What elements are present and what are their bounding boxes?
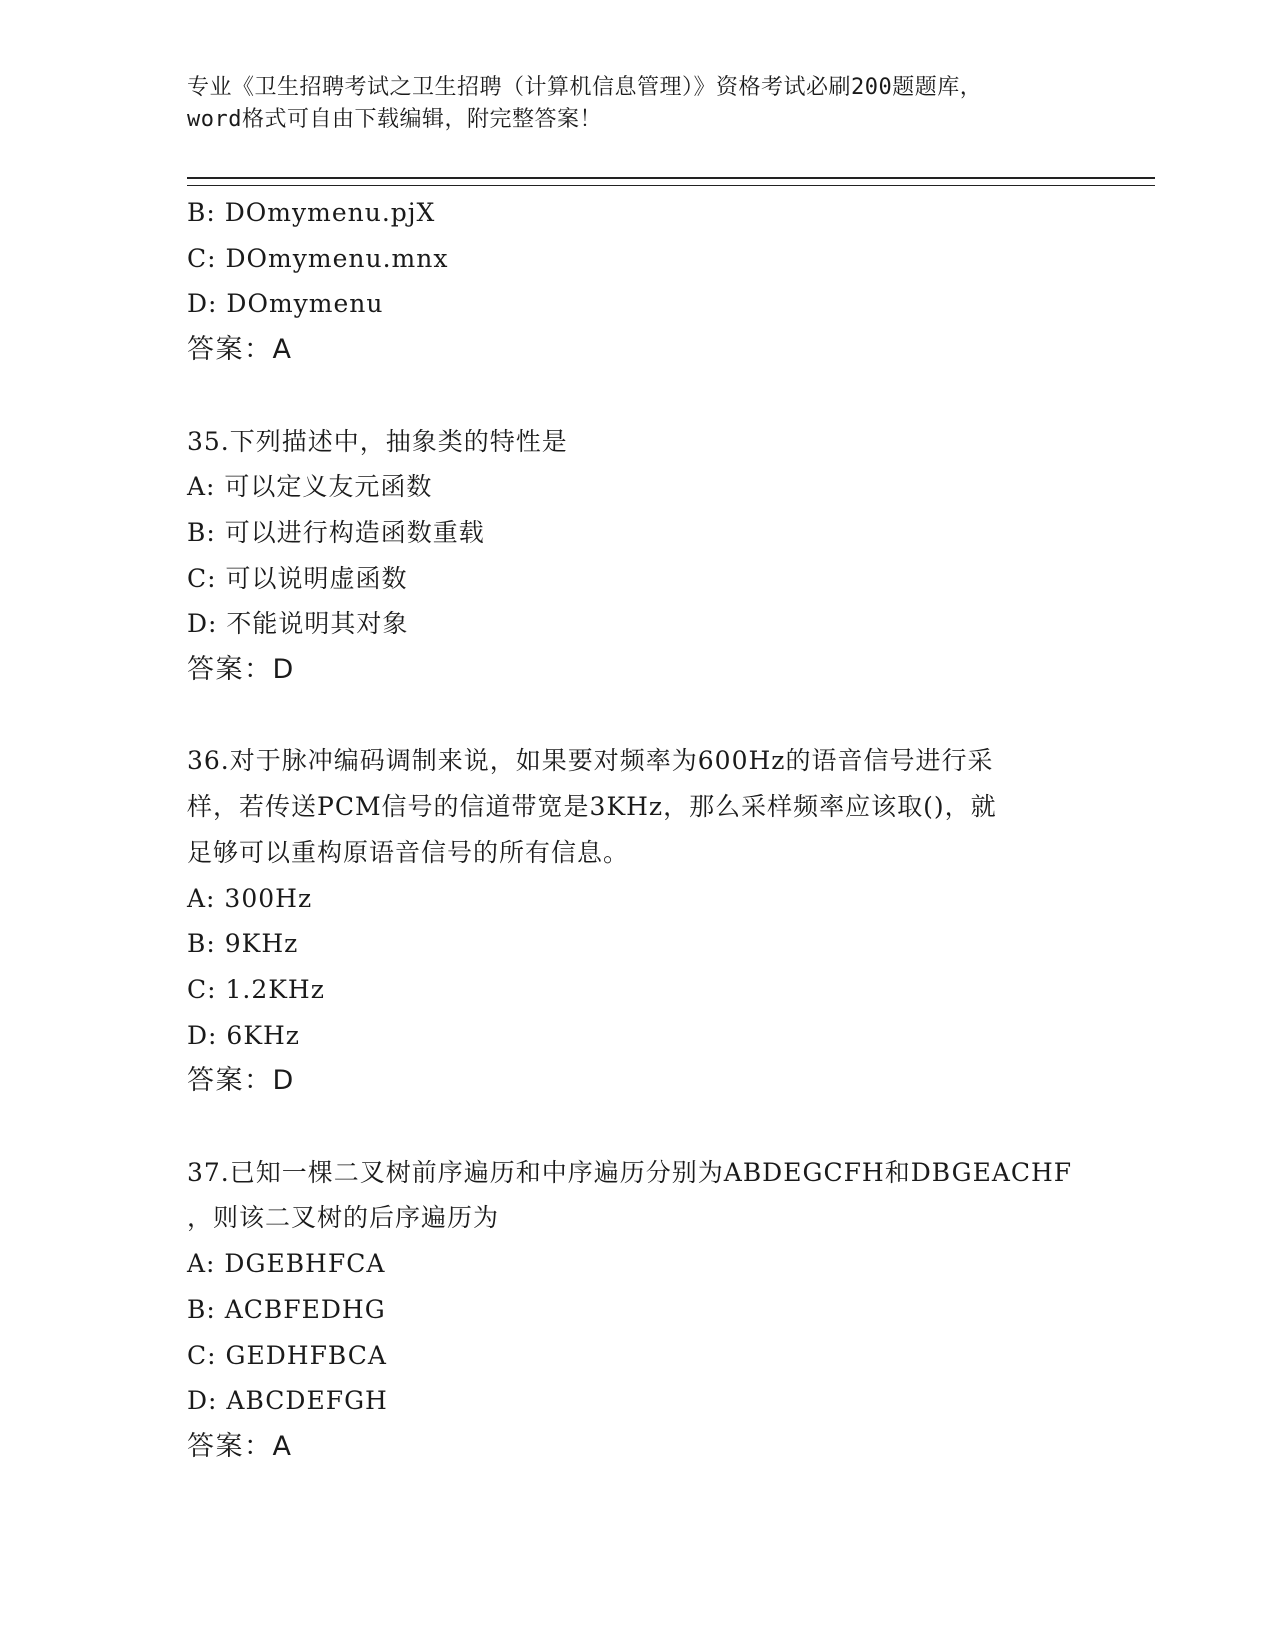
option-d: D: 6KHz bbox=[187, 1020, 300, 1050]
question-stem: 35.下列描述中，抽象类的特性是 bbox=[187, 426, 568, 456]
question-37 bbox=[187, 1150, 1087, 1470]
option-c: C: 可以说明虚函数 bbox=[187, 563, 408, 593]
question-fragment bbox=[187, 190, 1087, 373]
question-stem-line-2: ，则该二叉树的后序遍历为 bbox=[187, 1203, 500, 1233]
option-d: D: ABCDEFGH bbox=[187, 1386, 388, 1416]
answer-line: 答案：A bbox=[187, 334, 293, 366]
answer-line: 答案：A bbox=[187, 1430, 293, 1462]
question-36 bbox=[187, 738, 1087, 1104]
option-c: C: GEDHFBCA bbox=[187, 1340, 387, 1370]
option-c: C: DOmymenu.mnx bbox=[187, 243, 449, 273]
header-title-line-2: word格式可自由下载编辑，附完整答案！ bbox=[187, 107, 602, 132]
answer-line: 答案：D bbox=[187, 654, 295, 686]
spacer bbox=[187, 373, 1087, 419]
option-b: B: 可以进行构造函数重载 bbox=[187, 517, 485, 547]
question-stem-line-2: 样，若传送PCM信号的信道带宽是3KHz，那么采样频率应该取()，就 bbox=[187, 792, 997, 822]
spacer bbox=[187, 1104, 1087, 1150]
question-stem-line-3: 足够可以重构原语音信号的所有信息。 bbox=[187, 837, 630, 867]
option-a: A: 300Hz bbox=[187, 883, 313, 913]
option-c: C: 1.2KHz bbox=[187, 974, 325, 1004]
option-d: D: 不能说明其对象 bbox=[187, 609, 409, 639]
option-a: A: 可以定义友元函数 bbox=[187, 472, 433, 502]
option-b: B: 9KHz bbox=[187, 929, 299, 959]
question-35 bbox=[187, 419, 1087, 693]
header-divider bbox=[187, 177, 1155, 186]
option-b: B: ACBFEDHG bbox=[187, 1294, 386, 1324]
option-b: B: DOmymenu.pjX bbox=[187, 198, 436, 227]
spacer bbox=[187, 693, 1087, 739]
question-stem-line-1: 36.对于脉冲编码调制来说，如果要对频率为600Hz的语音信号进行采 bbox=[187, 746, 994, 776]
answer-line: 答案：D bbox=[187, 1065, 295, 1097]
header-title-line-1: 专业《卫生招聘考试之卫生招聘（计算机信息管理）》资格考试必刷200题题库， bbox=[187, 75, 983, 100]
document-body bbox=[187, 190, 1087, 1470]
page-header bbox=[187, 72, 1087, 136]
option-d: D: DOmymenu bbox=[187, 289, 384, 319]
option-a: A: DGEBHFCA bbox=[187, 1249, 386, 1279]
question-stem-line-1: 37.已知一棵二叉树前序遍历和中序遍历分别为ABDEGCFH和DBGEACHF bbox=[187, 1157, 1073, 1187]
